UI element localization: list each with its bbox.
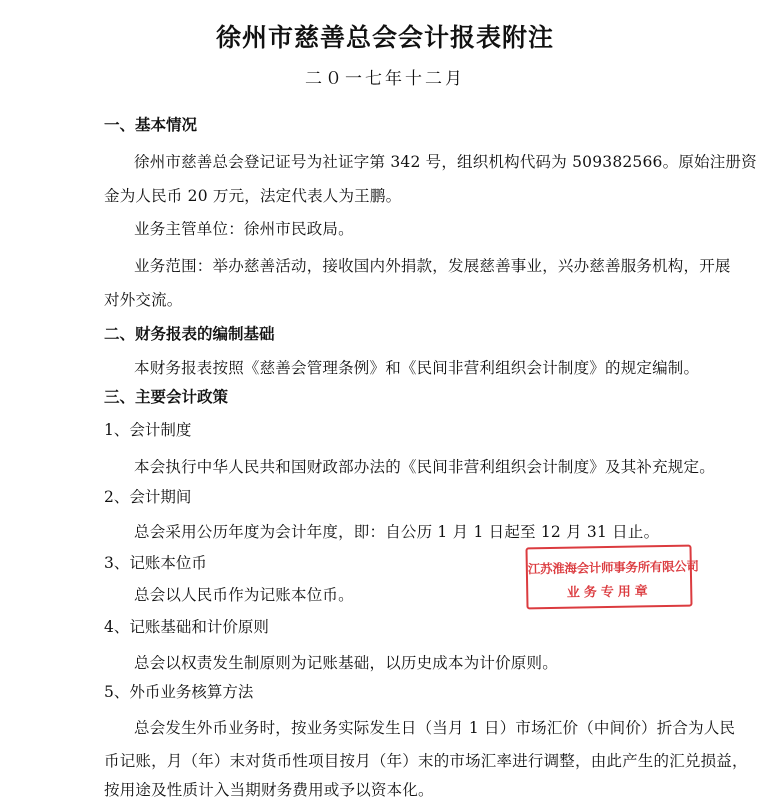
policy-text-foreign-currency-line2: 币记账，月（年）末对货币性项目按月（年）末的市场汇率进行调整，由此产生的汇兑损益， (104, 752, 748, 770)
policy-text-foreign-currency-line1: 总会发生外币业务时，按业务实际发生日（当月 1 日）市场汇价（中间价）折合为人民 (134, 719, 736, 737)
policy-text-accounting-period: 总会采用公历年度为会计年度，即：自公历 1 月 1 日起至 12 月 31 日止。 (134, 523, 660, 541)
paragraph-scope-line2: 对外交流。 (104, 291, 183, 309)
paragraph-registration-line1: 徐州市慈善总会登记证号为社证字第 342 号，组织机构代码为 509382566。原始注册资 (134, 153, 757, 171)
policy-title-foreign-currency: 5、外币业务核算方法 (104, 683, 254, 701)
policy-title-accounting-period: 2、会计期间 (104, 488, 192, 506)
section-heading-basic-info: 一、基本情况 (104, 115, 198, 134)
stamp-company-name: 江苏淮海会计师事务所有限公司 (527, 558, 699, 577)
company-seal-stamp (525, 545, 699, 610)
paragraph-supervisor: 业务主管单位：徐州市民政局。 (134, 220, 354, 238)
policy-title-currency: 3、记账本位币 (104, 554, 207, 572)
section-heading-policies: 三、主要会计政策 (104, 387, 229, 406)
paragraph-basis: 本财务报表按照《慈善会管理条例》和《民间非营利组织会计制度》的规定编制。 (134, 359, 700, 377)
policy-text-foreign-currency-line3: 按用途及性质计入当期财务费用或予以资本化。 (104, 781, 434, 799)
policy-text-currency: 总会以人民币作为记账本位币。 (134, 586, 354, 604)
document-title: 徐州市慈善总会会计报表附注 (215, 23, 554, 52)
document-date: 二０一七年十二月 (305, 69, 465, 89)
stamp-purpose: 业务专用章 (566, 584, 652, 601)
policy-text-bookkeeping-basis: 总会以权责发生制原则为记账基础，以历史成本为计价原则。 (134, 654, 558, 672)
paragraph-registration-line2: 金为人民币 20 万元，法定代表人为王鹏。 (104, 187, 402, 205)
policy-title-bookkeeping-basis: 4、记账基础和计价原则 (104, 618, 269, 636)
paragraph-scope-line1: 业务范围：举办慈善活动，接收国内外捐款，发展慈善事业，兴办慈善服务机构，开展 (134, 257, 731, 275)
section-heading-basis: 二、财务报表的编制基础 (104, 324, 275, 343)
policy-text-accounting-system: 本会执行中华人民共和国财政部办法的《民间非营利组织会计制度》及其补充规定。 (134, 458, 715, 476)
policy-title-accounting-system: 1、会计制度 (104, 421, 192, 439)
